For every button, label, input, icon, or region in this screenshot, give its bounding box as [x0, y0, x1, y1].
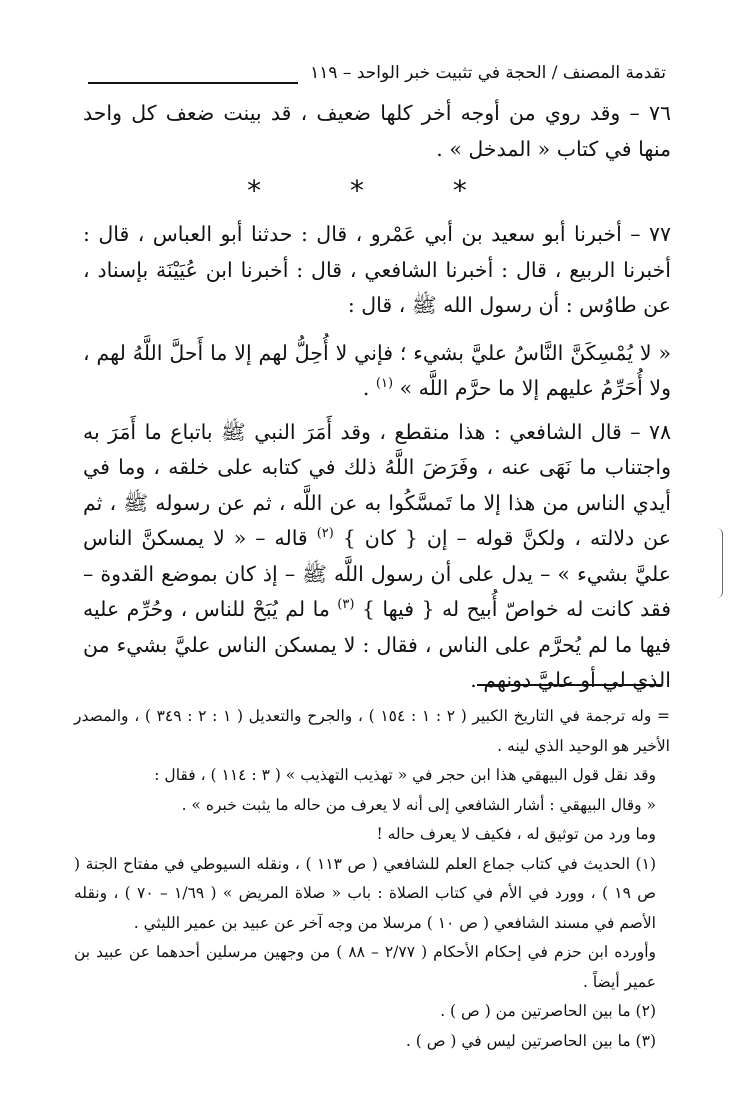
footnote-1-addendum: وأورده ابن حزم في إحكام الأحكام ( ٢/٧٧ – ٨٨ ) من وجهين مرسلين أحدهما عن عبيد بن عمير أيضاً .	[74, 943, 656, 991]
footnote-ref-2: (٢)	[316, 526, 334, 542]
paragraph-78-part-b: قاله – « لا يمسكنَّ الناس عليَّ بشيء » – يدل على أن رسول اللَّه ﷺ – إذ كان بموضع القدوة – فقد كانت له خواصّ أُبيح له { فيها }	[83, 526, 671, 621]
footnote-separator	[477, 684, 662, 686]
footnote-1: (١) الحديث في كتاب جماع العلم للشافعي ( ص ١١٣ ) ، ونقله السيوطي في مفتاح الجنة ( ص ١٩ ) ، وورد في الأم في كتاب الصلاة : باب « صلاة المريض » ( ١/٦٩ – ٧٠ ) ، ونقله الأصم في مسند الشافعي ( ص ١٠ ) مرسلا من وجه آخر عن عبيد بن عمير الليثي .	[74, 854, 656, 932]
paragraph-78	[83, 415, 671, 699]
paragraph-77: ٧٧ – أخبرنا أبو سعيد بن أبي عَمْرو ، قال : حدثنا أبو العباس ، قال : أخبرنا الربيع ، قال : أخبرنا الشافعي ، قال : أخبرنا ابن عُيَيْنَة بإسناد ، عن طاوُس : أن رسول الله ﷺ ، قال :	[83, 222, 671, 317]
paragraph-76: ٧٦ – وقد روي من أوجه أخر كلها ضعيف ، قد بينت ضعف كل واحد منها في كتاب « المدخل » .	[83, 101, 671, 161]
paragraph-78-part-c: ما لم يُبَحْ للناس ، وحُرِّم عليه فيها ما لم يُحرَّم على الناس ، فقال : لا يمسكن الناس عليَّ بشيء من الذي لي أو عليَّ دونهم .	[83, 597, 671, 692]
footnote-3: (٣) ما بين الحاصرتين ليس في ( ص ) .	[405, 1031, 656, 1050]
hadith-quote	[83, 336, 671, 407]
section-separator: * * *	[247, 174, 507, 207]
footnote-ref-3: (٣)	[337, 597, 355, 613]
footnote-continuation-4: وما ورد من توثيق له ، فكيف لا يعرف حاله !	[376, 825, 656, 843]
quote-end: .	[362, 376, 376, 400]
page-edge-mark	[716, 528, 723, 598]
footnote-continuation-3: « وقال البيهقي : أشار الشافعي إلى أنه لا يعرف من حاله ما يثبت خبره » .	[181, 795, 656, 814]
quote-text: « لا يُمْسِكَنَّ النَّاسُ عليَّ بشيء ؛ فإني لا أُحِلُّ لهم إلا ما أَحلَّ اللَّهُ لهم ، ولا أُحَرِّمُ عليهم إلا ما حرَّم اللَّه »	[83, 340, 671, 400]
header-rule	[88, 71, 298, 84]
footnote-continuation-2: وقد نقل قول البيهقي هذا ابن حجر في « تهذيب التهذيب » ( ٣ : ١١٤ ) ، فقال :	[154, 766, 656, 784]
footnote-ref-1: (١)	[375, 376, 394, 392]
footnotes	[74, 702, 670, 1056]
paragraph-78-part-a: ٧٨ – قال الشافعي : هذا منقطع ، وقد أَمَرَ النبي ﷺ باتباع ما أَمَرَ به واجتناب ما نَهَى عنه ، وفَرَضَ اللَّهُ ذلك في كتابه على خلقه ، وما في أيدي الناس من هذا إلا ما تَمسَّكُوا به عن اللَّه ، ثم عن رسوله ﷺ ، ثم عن دلالته ، ولكنَّ قوله – إن { كان }	[83, 419, 671, 550]
running-header	[88, 58, 666, 84]
footnote-continuation-1: = وله ترجمة في التاريخ الكبير ( ٢ : ١ : ١٥٤ ) ، والجرح والتعديل ( ١ : ٢ : ٣٤٩ ) ، والمصدر الأخير هو الوحيد الذي لينه .	[74, 707, 671, 755]
main-text	[83, 96, 671, 699]
header-title: تقدمة المصنف / الحجة في تثبيت خبر الواحد – ١١٩	[310, 63, 666, 83]
footnote-2: (٢) ما بين الحاصرتين من ( ص ) .	[440, 1002, 656, 1020]
